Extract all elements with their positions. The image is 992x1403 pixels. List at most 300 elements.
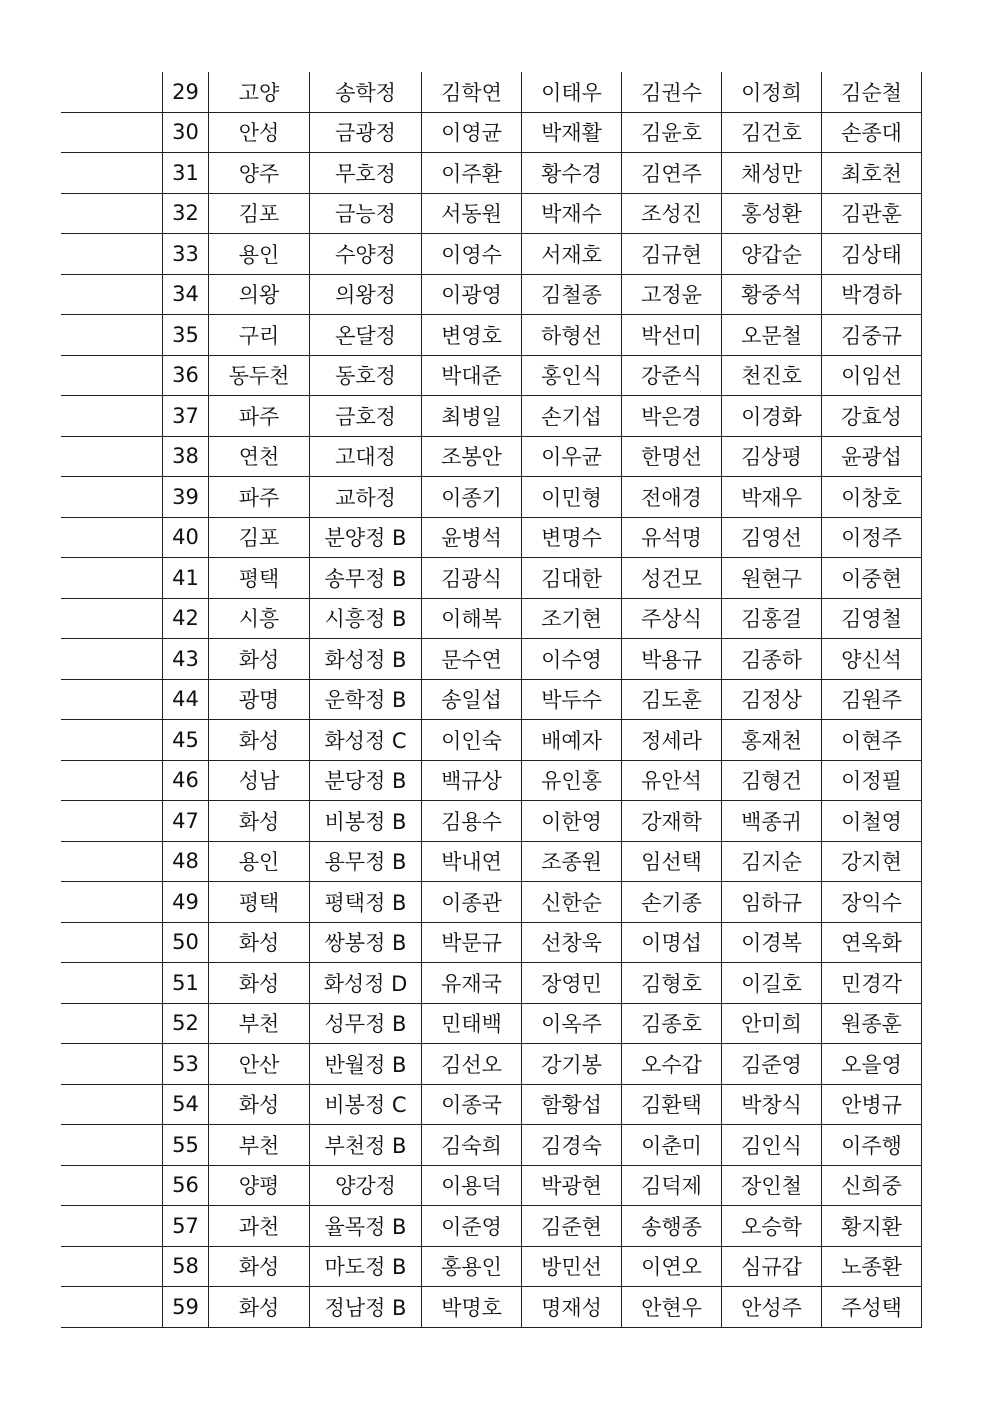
member-cell: 김영철: [822, 598, 922, 639]
member-cell: 성건모: [622, 558, 722, 599]
member-cell: 이주환: [422, 153, 522, 194]
member-cell: 양신석: [822, 639, 922, 680]
blank-cell: [61, 801, 163, 842]
member-cell: 송일섭: [422, 679, 522, 720]
member-cell: 이민형: [522, 477, 622, 518]
member-cell: 하형선: [522, 315, 622, 356]
region-cell: 시흥: [209, 598, 310, 639]
number-cell: 39: [163, 477, 209, 518]
member-cell: 원현구: [722, 558, 822, 599]
number-cell: 59: [163, 1287, 209, 1328]
table-row: [61, 72, 922, 112]
region-cell: 화성: [209, 720, 310, 761]
region-cell: 화성: [209, 1084, 310, 1125]
table-row: [61, 396, 922, 437]
blank-cell: [61, 639, 163, 680]
region-cell: 김포: [209, 517, 310, 558]
blank-cell: [61, 558, 163, 599]
region-cell: 성남: [209, 760, 310, 801]
blank-cell: [61, 1246, 163, 1287]
member-cell: 김상태: [822, 234, 922, 275]
region-cell: 연천: [209, 436, 310, 477]
region-cell: 평택: [209, 558, 310, 599]
member-cell: 홍용인: [422, 1246, 522, 1287]
member-cell: 변명수: [522, 517, 622, 558]
member-cell: 안현우: [622, 1287, 722, 1328]
table-row: [61, 882, 922, 923]
number-cell: 34: [163, 274, 209, 315]
table-row: [61, 1003, 922, 1044]
table-row: [61, 436, 922, 477]
member-cell: 이종관: [422, 882, 522, 923]
member-cell: 이옥주: [522, 1003, 622, 1044]
table-row: [61, 1206, 922, 1247]
member-cell: 이연오: [622, 1246, 722, 1287]
table-row: [61, 841, 922, 882]
member-cell: 이정희: [722, 72, 822, 112]
member-cell: 최호천: [822, 153, 922, 194]
club-cell: 금광정: [310, 112, 422, 153]
member-cell: 방민선: [522, 1246, 622, 1287]
blank-cell: [61, 436, 163, 477]
region-cell: 화성: [209, 1287, 310, 1328]
blank-cell: [61, 1165, 163, 1206]
table-row: [61, 598, 922, 639]
member-cell: 박내연: [422, 841, 522, 882]
blank-cell: [61, 112, 163, 153]
table-row: [61, 112, 922, 153]
number-cell: 53: [163, 1044, 209, 1085]
member-cell: 연옥화: [822, 922, 922, 963]
club-cell: 분당정 B: [310, 760, 422, 801]
region-cell: 용인: [209, 234, 310, 275]
table-row: [61, 1287, 922, 1328]
member-cell: 김형건: [722, 760, 822, 801]
region-cell: 김포: [209, 193, 310, 234]
member-cell: 홍성환: [722, 193, 822, 234]
member-cell: 이종기: [422, 477, 522, 518]
table-row: [61, 1125, 922, 1166]
club-cell: 비봉정 C: [310, 1084, 422, 1125]
member-cell: 이영균: [422, 112, 522, 153]
number-cell: 54: [163, 1084, 209, 1125]
member-cell: 함황섭: [522, 1084, 622, 1125]
table-row: [61, 193, 922, 234]
member-cell: 박재수: [522, 193, 622, 234]
region-cell: 광명: [209, 679, 310, 720]
blank-cell: [61, 153, 163, 194]
member-cell: 장익수: [822, 882, 922, 923]
member-cell: 홍인식: [522, 355, 622, 396]
member-cell: 천진호: [722, 355, 822, 396]
number-cell: 44: [163, 679, 209, 720]
member-cell: 윤광섭: [822, 436, 922, 477]
member-cell: 강지현: [822, 841, 922, 882]
member-cell: 전애경: [622, 477, 722, 518]
member-cell: 배예자: [522, 720, 622, 761]
blank-cell: [61, 193, 163, 234]
member-cell: 노종환: [822, 1246, 922, 1287]
member-cell: 이주행: [822, 1125, 922, 1166]
member-cell: 유재국: [422, 963, 522, 1004]
blank-cell: [61, 1003, 163, 1044]
region-cell: 안성: [209, 112, 310, 153]
member-cell: 이춘미: [622, 1125, 722, 1166]
member-cell: 박문규: [422, 922, 522, 963]
club-cell: 시흥정 B: [310, 598, 422, 639]
number-cell: 30: [163, 112, 209, 153]
member-cell: 김경숙: [522, 1125, 622, 1166]
number-cell: 35: [163, 315, 209, 356]
region-cell: 화성: [209, 963, 310, 1004]
region-cell: 의왕: [209, 274, 310, 315]
member-cell: 김형호: [622, 963, 722, 1004]
club-cell: 수양정: [310, 234, 422, 275]
club-cell: 비봉정 B: [310, 801, 422, 842]
number-cell: 32: [163, 193, 209, 234]
member-cell: 황수경: [522, 153, 622, 194]
member-cell: 박광현: [522, 1165, 622, 1206]
table-row: [61, 922, 922, 963]
member-cell: 김도훈: [622, 679, 722, 720]
region-cell: 동두천: [209, 355, 310, 396]
member-cell: 유안석: [622, 760, 722, 801]
region-cell: 과천: [209, 1206, 310, 1247]
member-cell: 강효성: [822, 396, 922, 437]
member-cell: 임선택: [622, 841, 722, 882]
member-cell: 장영민: [522, 963, 622, 1004]
member-cell: 안미희: [722, 1003, 822, 1044]
number-cell: 31: [163, 153, 209, 194]
club-cell: 금능정: [310, 193, 422, 234]
member-cell: 백종귀: [722, 801, 822, 842]
blank-cell: [61, 355, 163, 396]
table-row: [61, 1084, 922, 1125]
member-cell: 유인홍: [522, 760, 622, 801]
member-cell: 이중현: [822, 558, 922, 599]
blank-cell: [61, 922, 163, 963]
member-cell: 장인철: [722, 1165, 822, 1206]
member-cell: 이광영: [422, 274, 522, 315]
region-cell: 화성: [209, 922, 310, 963]
member-cell: 신희중: [822, 1165, 922, 1206]
member-cell: 원종훈: [822, 1003, 922, 1044]
number-cell: 40: [163, 517, 209, 558]
region-cell: 부천: [209, 1003, 310, 1044]
member-cell: 김홍걸: [722, 598, 822, 639]
member-cell: 이경화: [722, 396, 822, 437]
member-cell: 최병일: [422, 396, 522, 437]
club-cell: 송무정 B: [310, 558, 422, 599]
member-cell: 김선오: [422, 1044, 522, 1085]
blank-cell: [61, 477, 163, 518]
region-cell: 용인: [209, 841, 310, 882]
member-cell: 박용규: [622, 639, 722, 680]
region-cell: 구리: [209, 315, 310, 356]
region-cell: 양평: [209, 1165, 310, 1206]
member-cell: 신한순: [522, 882, 622, 923]
table-row: [61, 517, 922, 558]
member-cell: 박경하: [822, 274, 922, 315]
member-cell: 김광식: [422, 558, 522, 599]
club-cell: 분양정 B: [310, 517, 422, 558]
club-cell: 무호정: [310, 153, 422, 194]
member-cell: 정세라: [622, 720, 722, 761]
club-cell: 율목정 B: [310, 1206, 422, 1247]
member-cell: 김종하: [722, 639, 822, 680]
blank-cell: [61, 1084, 163, 1125]
member-cell: 이수영: [522, 639, 622, 680]
table-row: [61, 760, 922, 801]
member-cell: 김중규: [822, 315, 922, 356]
table-row: [61, 558, 922, 599]
member-cell: 조기현: [522, 598, 622, 639]
member-cell: 조성진: [622, 193, 722, 234]
region-cell: 양주: [209, 153, 310, 194]
member-cell: 김원주: [822, 679, 922, 720]
number-cell: 33: [163, 234, 209, 275]
number-cell: 45: [163, 720, 209, 761]
member-cell: 윤병석: [422, 517, 522, 558]
member-cell: 박선미: [622, 315, 722, 356]
table-row: [61, 274, 922, 315]
blank-cell: [61, 396, 163, 437]
member-cell: 김학연: [422, 72, 522, 112]
member-cell: 김숙희: [422, 1125, 522, 1166]
blank-cell: [61, 760, 163, 801]
member-cell: 이한영: [522, 801, 622, 842]
number-cell: 37: [163, 396, 209, 437]
member-cell: 이정필: [822, 760, 922, 801]
member-cell: 이현주: [822, 720, 922, 761]
member-cell: 강재학: [622, 801, 722, 842]
blank-cell: [61, 598, 163, 639]
member-cell: 이준영: [422, 1206, 522, 1247]
member-cell: 김덕제: [622, 1165, 722, 1206]
member-cell: 변영호: [422, 315, 522, 356]
number-cell: 42: [163, 598, 209, 639]
member-cell: 오승학: [722, 1206, 822, 1247]
member-cell: 오수갑: [622, 1044, 722, 1085]
member-cell: 서재호: [522, 234, 622, 275]
blank-cell: [61, 315, 163, 356]
club-cell: 온달정: [310, 315, 422, 356]
member-cell: 김관훈: [822, 193, 922, 234]
club-cell: 마도정 B: [310, 1246, 422, 1287]
member-cell: 이경복: [722, 922, 822, 963]
region-cell: 파주: [209, 396, 310, 437]
member-cell: 안성주: [722, 1287, 822, 1328]
roster-table: [61, 72, 922, 1328]
number-cell: 51: [163, 963, 209, 1004]
number-cell: 43: [163, 639, 209, 680]
region-cell: 화성: [209, 639, 310, 680]
blank-cell: [61, 517, 163, 558]
member-cell: 오을영: [822, 1044, 922, 1085]
member-cell: 김대한: [522, 558, 622, 599]
number-cell: 41: [163, 558, 209, 599]
region-cell: 고양: [209, 72, 310, 112]
member-cell: 선창욱: [522, 922, 622, 963]
club-cell: 고대정: [310, 436, 422, 477]
blank-cell: [61, 274, 163, 315]
number-cell: 50: [163, 922, 209, 963]
number-cell: 46: [163, 760, 209, 801]
club-cell: 동호정: [310, 355, 422, 396]
table-row: [61, 639, 922, 680]
member-cell: 황중석: [722, 274, 822, 315]
blank-cell: [61, 1206, 163, 1247]
member-cell: 이태우: [522, 72, 622, 112]
member-cell: 박창식: [722, 1084, 822, 1125]
table-row: [61, 1044, 922, 1085]
member-cell: 손종대: [822, 112, 922, 153]
member-cell: 백규상: [422, 760, 522, 801]
table-row: [61, 1246, 922, 1287]
member-cell: 고정윤: [622, 274, 722, 315]
table-row: [61, 477, 922, 518]
member-cell: 주상식: [622, 598, 722, 639]
member-cell: 이임선: [822, 355, 922, 396]
member-cell: 김권수: [622, 72, 722, 112]
member-cell: 김철종: [522, 274, 622, 315]
table-row: [61, 963, 922, 1004]
blank-cell: [61, 72, 163, 112]
club-cell: 금호정: [310, 396, 422, 437]
blank-cell: [61, 720, 163, 761]
member-cell: 이종국: [422, 1084, 522, 1125]
member-cell: 한명선: [622, 436, 722, 477]
member-cell: 김종호: [622, 1003, 722, 1044]
blank-cell: [61, 882, 163, 923]
club-cell: 교하정: [310, 477, 422, 518]
member-cell: 김준영: [722, 1044, 822, 1085]
table-row: [61, 1165, 922, 1206]
club-cell: 화성정 B: [310, 639, 422, 680]
member-cell: 이해복: [422, 598, 522, 639]
club-cell: 성무정 B: [310, 1003, 422, 1044]
member-cell: 민태백: [422, 1003, 522, 1044]
member-cell: 이우균: [522, 436, 622, 477]
member-cell: 김윤호: [622, 112, 722, 153]
member-cell: 민경각: [822, 963, 922, 1004]
table-row: [61, 679, 922, 720]
club-cell: 운학정 B: [310, 679, 422, 720]
club-cell: 부천정 B: [310, 1125, 422, 1166]
blank-cell: [61, 963, 163, 1004]
number-cell: 38: [163, 436, 209, 477]
blank-cell: [61, 679, 163, 720]
member-cell: 김영선: [722, 517, 822, 558]
number-cell: 55: [163, 1125, 209, 1166]
member-cell: 조종원: [522, 841, 622, 882]
table-row: [61, 801, 922, 842]
member-cell: 김건호: [722, 112, 822, 153]
member-cell: 이길호: [722, 963, 822, 1004]
member-cell: 주성택: [822, 1287, 922, 1328]
member-cell: 손기섭: [522, 396, 622, 437]
number-cell: 49: [163, 882, 209, 923]
member-cell: 김환택: [622, 1084, 722, 1125]
number-cell: 56: [163, 1165, 209, 1206]
number-cell: 52: [163, 1003, 209, 1044]
member-cell: 김지순: [722, 841, 822, 882]
blank-cell: [61, 1125, 163, 1166]
member-cell: 오문철: [722, 315, 822, 356]
table-row: [61, 355, 922, 396]
club-cell: 화성정 D: [310, 963, 422, 1004]
member-cell: 박명호: [422, 1287, 522, 1328]
number-cell: 57: [163, 1206, 209, 1247]
member-cell: 이인숙: [422, 720, 522, 761]
member-cell: 강기봉: [522, 1044, 622, 1085]
table-row: [61, 234, 922, 275]
member-cell: 김규현: [622, 234, 722, 275]
member-cell: 김용수: [422, 801, 522, 842]
member-cell: 김상평: [722, 436, 822, 477]
blank-cell: [61, 841, 163, 882]
region-cell: 화성: [209, 801, 310, 842]
member-cell: 채성만: [722, 153, 822, 194]
member-cell: 김정상: [722, 679, 822, 720]
member-cell: 손기종: [622, 882, 722, 923]
club-cell: 용무정 B: [310, 841, 422, 882]
member-cell: 김순철: [822, 72, 922, 112]
number-cell: 58: [163, 1246, 209, 1287]
member-cell: 유석명: [622, 517, 722, 558]
region-cell: 부천: [209, 1125, 310, 1166]
member-cell: 심규갑: [722, 1246, 822, 1287]
region-cell: 화성: [209, 1246, 310, 1287]
member-cell: 조봉안: [422, 436, 522, 477]
number-cell: 47: [163, 801, 209, 842]
member-cell: 양갑순: [722, 234, 822, 275]
member-cell: 박두수: [522, 679, 622, 720]
member-cell: 문수연: [422, 639, 522, 680]
member-cell: 이철영: [822, 801, 922, 842]
region-cell: 평택: [209, 882, 310, 923]
member-cell: 송행종: [622, 1206, 722, 1247]
club-cell: 쌍봉정 B: [310, 922, 422, 963]
member-cell: 강준식: [622, 355, 722, 396]
member-cell: 박재활: [522, 112, 622, 153]
club-cell: 송학정: [310, 72, 422, 112]
club-cell: 반월정 B: [310, 1044, 422, 1085]
club-cell: 평택정 B: [310, 882, 422, 923]
table-row: [61, 720, 922, 761]
club-cell: 양강정: [310, 1165, 422, 1206]
blank-cell: [61, 1287, 163, 1328]
member-cell: 이명섭: [622, 922, 722, 963]
member-cell: 김연주: [622, 153, 722, 194]
blank-cell: [61, 234, 163, 275]
member-cell: 임하규: [722, 882, 822, 923]
region-cell: 안산: [209, 1044, 310, 1085]
blank-cell: [61, 1044, 163, 1085]
region-cell: 파주: [209, 477, 310, 518]
number-cell: 48: [163, 841, 209, 882]
member-cell: 홍재천: [722, 720, 822, 761]
member-cell: 안병규: [822, 1084, 922, 1125]
member-cell: 김인식: [722, 1125, 822, 1166]
table-row: [61, 153, 922, 194]
club-cell: 정남정 B: [310, 1287, 422, 1328]
member-cell: 박재우: [722, 477, 822, 518]
member-cell: 이용덕: [422, 1165, 522, 1206]
member-cell: 서동원: [422, 193, 522, 234]
club-cell: 화성정 C: [310, 720, 422, 761]
number-cell: 36: [163, 355, 209, 396]
